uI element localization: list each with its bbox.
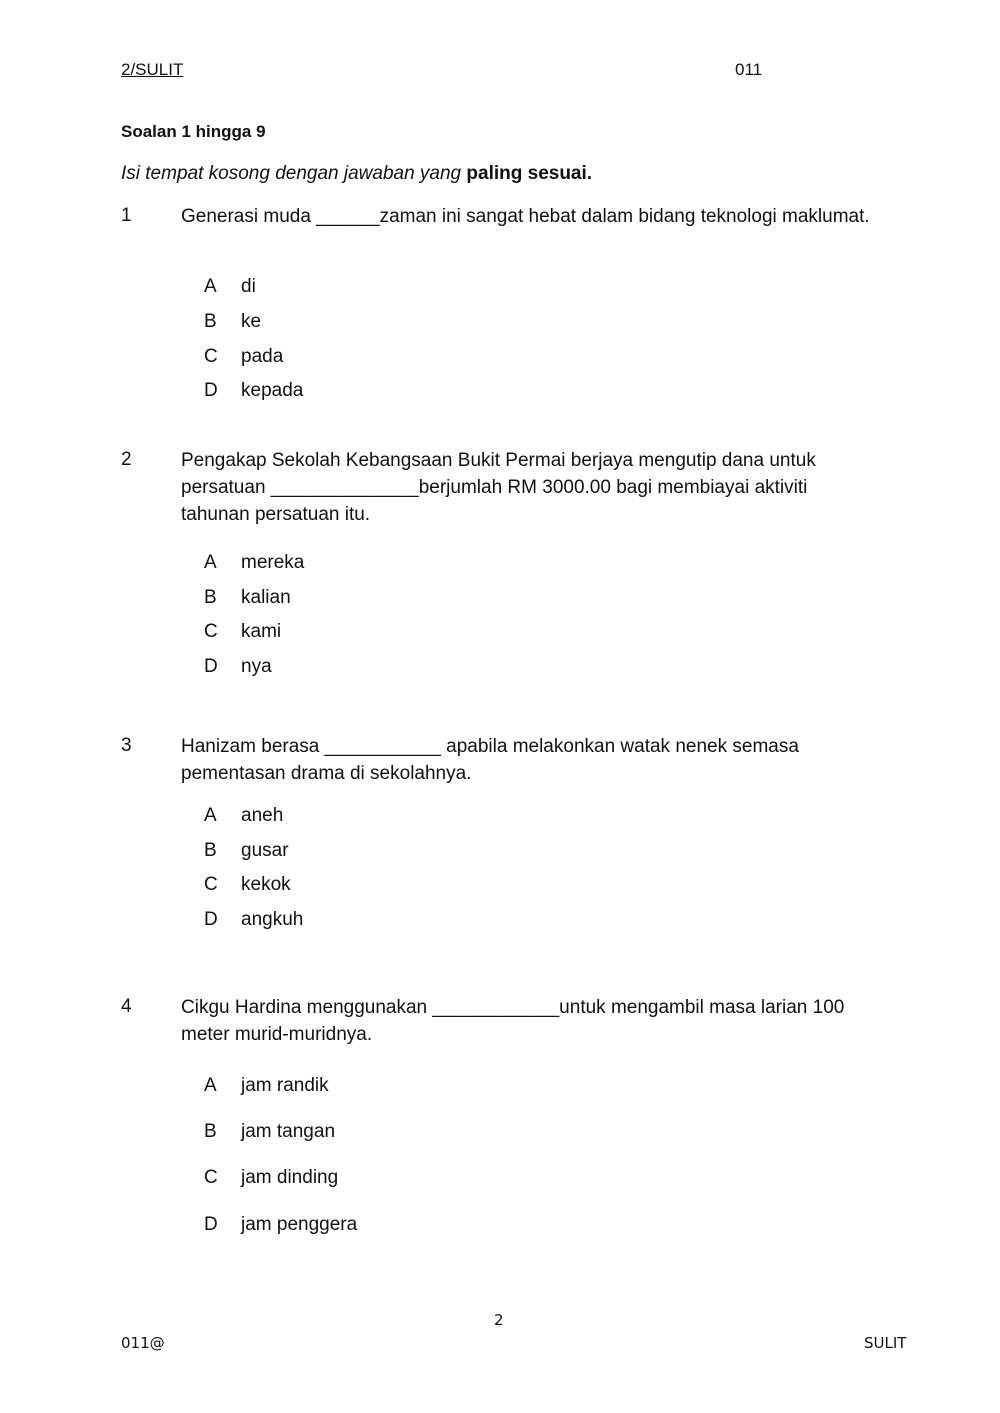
option-d[interactable] <box>204 1214 357 1236</box>
option-text: ke <box>241 311 262 332</box>
question-text: Cikgu Hardina menggunakan ____________untuk mengambil masa larian 100 meter murid-muridnya. <box>181 997 845 1045</box>
option-d[interactable] <box>204 656 272 678</box>
option-text: kepada <box>241 380 304 401</box>
option-letter: B <box>204 1121 217 1142</box>
instruction-bold: paling sesuai. <box>466 163 593 184</box>
option-text: kami <box>241 621 282 642</box>
option-a[interactable] <box>204 805 283 827</box>
option-text: jam tangan <box>241 1121 336 1142</box>
option-letter: C <box>204 621 218 642</box>
option-letter: A <box>204 552 217 573</box>
option-text: nya <box>241 656 272 677</box>
option-letter: A <box>204 805 217 826</box>
footer-code: 011@ <box>121 1334 165 1352</box>
option-d[interactable] <box>204 909 303 931</box>
option-letter: C <box>204 874 218 895</box>
option-letter: A <box>204 276 217 297</box>
option-text: jam penggera <box>241 1214 358 1235</box>
option-text: angkuh <box>241 909 304 930</box>
option-letter: D <box>204 380 218 401</box>
option-text: kalian <box>241 587 291 608</box>
option-c[interactable] <box>204 621 281 643</box>
option-letter: B <box>204 311 217 332</box>
option-a[interactable] <box>204 552 304 574</box>
option-b[interactable] <box>204 311 261 333</box>
question-text: Generasi muda ______zaman ini sangat hebat dalam bidang teknologi maklumat. <box>181 206 870 227</box>
option-c[interactable] <box>204 346 283 368</box>
option-c[interactable] <box>204 874 291 896</box>
option-letter: D <box>204 656 218 677</box>
option-letter: A <box>204 1075 217 1096</box>
question-number: 4 <box>121 996 132 1017</box>
header-code: 2/SULIT <box>121 60 184 79</box>
question-text: Pengakap Sekolah Kebangsaan Bukit Permai berjaya mengutip dana untuk persatuan ______________berjumlah RM 3000.00 bagi membiayai aktiviti tahunan persatuan itu. <box>181 450 816 525</box>
option-b[interactable] <box>204 1121 335 1143</box>
question-text: Hanizam berasa ___________ apabila melakonkan watak nenek semasa pementasan drama di sekolahnya. <box>181 736 799 784</box>
question-number: 2 <box>121 449 132 470</box>
option-a[interactable] <box>204 1075 329 1097</box>
option-d[interactable] <box>204 380 303 402</box>
footer-classification: SULIT <box>864 1334 907 1352</box>
instruction-italic: Isi tempat kosong dengan jawaban yang <box>121 163 467 184</box>
instruction <box>121 163 592 185</box>
option-text: gusar <box>241 840 289 861</box>
option-text: aneh <box>241 805 284 826</box>
option-b[interactable] <box>204 840 289 862</box>
page-number: 2 <box>494 1311 504 1329</box>
section-title: Soalan 1 hingga 9 <box>121 122 266 141</box>
option-text: pada <box>241 346 284 367</box>
option-text: jam randik <box>241 1075 329 1096</box>
option-letter: B <box>204 840 217 861</box>
option-text: di <box>241 276 256 297</box>
option-c[interactable] <box>204 1167 338 1189</box>
option-letter: C <box>204 1167 218 1188</box>
option-text: jam dinding <box>241 1167 339 1188</box>
option-a[interactable] <box>204 276 256 298</box>
header-paper-number: 011 <box>735 60 763 79</box>
option-letter: D <box>204 1214 218 1235</box>
question-number: 1 <box>121 205 132 226</box>
option-text: mereka <box>241 552 305 573</box>
question-number: 3 <box>121 735 132 756</box>
option-letter: B <box>204 587 217 608</box>
option-b[interactable] <box>204 587 291 609</box>
option-letter: D <box>204 909 218 930</box>
option-letter: C <box>204 346 218 367</box>
option-text: kekok <box>241 874 291 895</box>
